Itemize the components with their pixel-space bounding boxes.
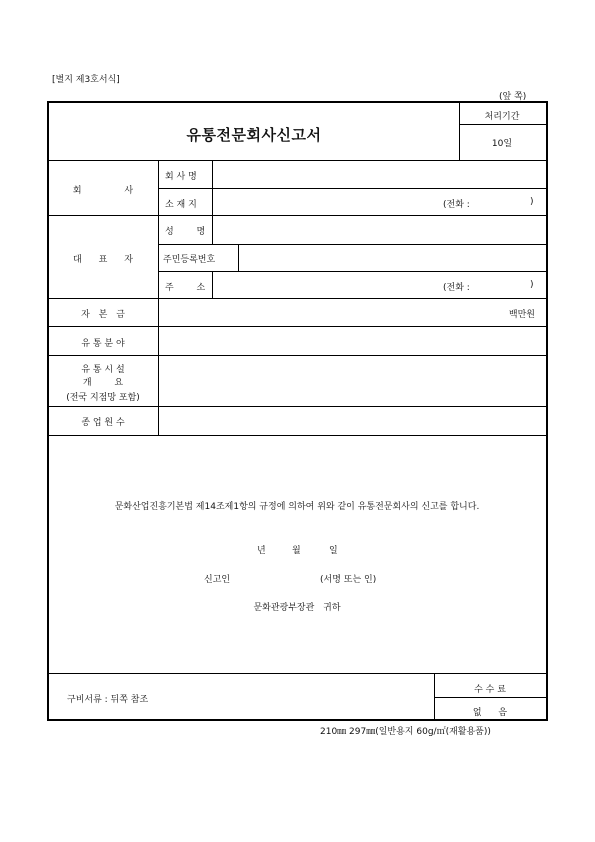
row-line — [49, 435, 546, 436]
paper-spec-footer: 210㎜ 297㎜(일반용지 60g/㎡(재활용품)) — [320, 727, 491, 737]
employees-field[interactable] — [159, 407, 546, 435]
facility-overview-field[interactable] — [159, 356, 546, 406]
signature-note: (서명 또는 인) — [320, 575, 377, 585]
processing-divider — [459, 124, 546, 125]
declaration-statement: 문화산업진흥기본법 제14조제1항의 규정에 의하여 위와 같이 유통전문회사의 신고를 합니다. — [114, 502, 480, 512]
representative-phone-close: ) — [530, 280, 534, 290]
representative-label: 대 표 자 — [73, 255, 133, 265]
applicant-label: 신고인 — [204, 575, 231, 585]
representative-rrn-field[interactable] — [239, 245, 546, 271]
facility-label-line1: 유 통 시 설 — [81, 365, 125, 375]
fee-value: 없 음 — [472, 708, 508, 718]
company-address-label: 소 재 지 — [165, 200, 197, 210]
processing-column-line — [459, 103, 460, 160]
processing-period-value: 10일 — [491, 139, 513, 149]
employees-label: 종 업 원 수 — [81, 418, 125, 428]
capital-label: 자 본 금 — [81, 310, 125, 320]
representative-address-field[interactable] — [213, 272, 546, 298]
form-title: 유통전문회사신고서 — [186, 126, 322, 144]
company-label: 회 사 — [72, 186, 134, 196]
company-phone-label: (전화 : — [443, 200, 470, 210]
facility-label-line2: 개 요 — [82, 378, 124, 388]
representative-name-label: 성 명 — [165, 227, 206, 237]
date-month-label: 월 — [292, 546, 301, 556]
representative-rrn-label: 주민등록번호 — [163, 255, 216, 265]
row-line — [49, 673, 546, 674]
company-name-label: 회 사 명 — [165, 172, 197, 182]
capital-unit: 백만원 — [508, 310, 535, 320]
form-number-label: [별지 제3호서식] — [52, 75, 120, 85]
facility-label-line3: (전국 지점망 포함) — [66, 393, 140, 403]
distribution-field-input[interactable] — [159, 327, 546, 355]
company-address-field[interactable] — [213, 189, 546, 215]
distribution-field-label: 유 통 분 야 — [81, 339, 125, 349]
page-side-label: (앞 쪽) — [499, 92, 527, 102]
fee-label: 수 수 료 — [474, 685, 506, 695]
date-day-label: 일 — [329, 546, 338, 556]
representative-phone-label: (전화 : — [443, 283, 470, 293]
date-year-label: 년 — [257, 546, 266, 556]
representative-name-field[interactable] — [213, 216, 546, 244]
processing-period-label: 처리기간 — [484, 112, 520, 122]
representative-address-label: 주 소 — [165, 283, 206, 293]
company-name-field[interactable] — [213, 161, 546, 188]
fee-divider — [434, 697, 546, 698]
required-documents-note: 구비서류 : 뒤쪽 참조 — [67, 695, 149, 705]
fee-column-line — [434, 673, 435, 719]
capital-field[interactable] — [159, 299, 546, 326]
company-phone-close: ) — [530, 197, 534, 207]
addressee: 문화관광부장관 귀하 — [253, 603, 341, 613]
